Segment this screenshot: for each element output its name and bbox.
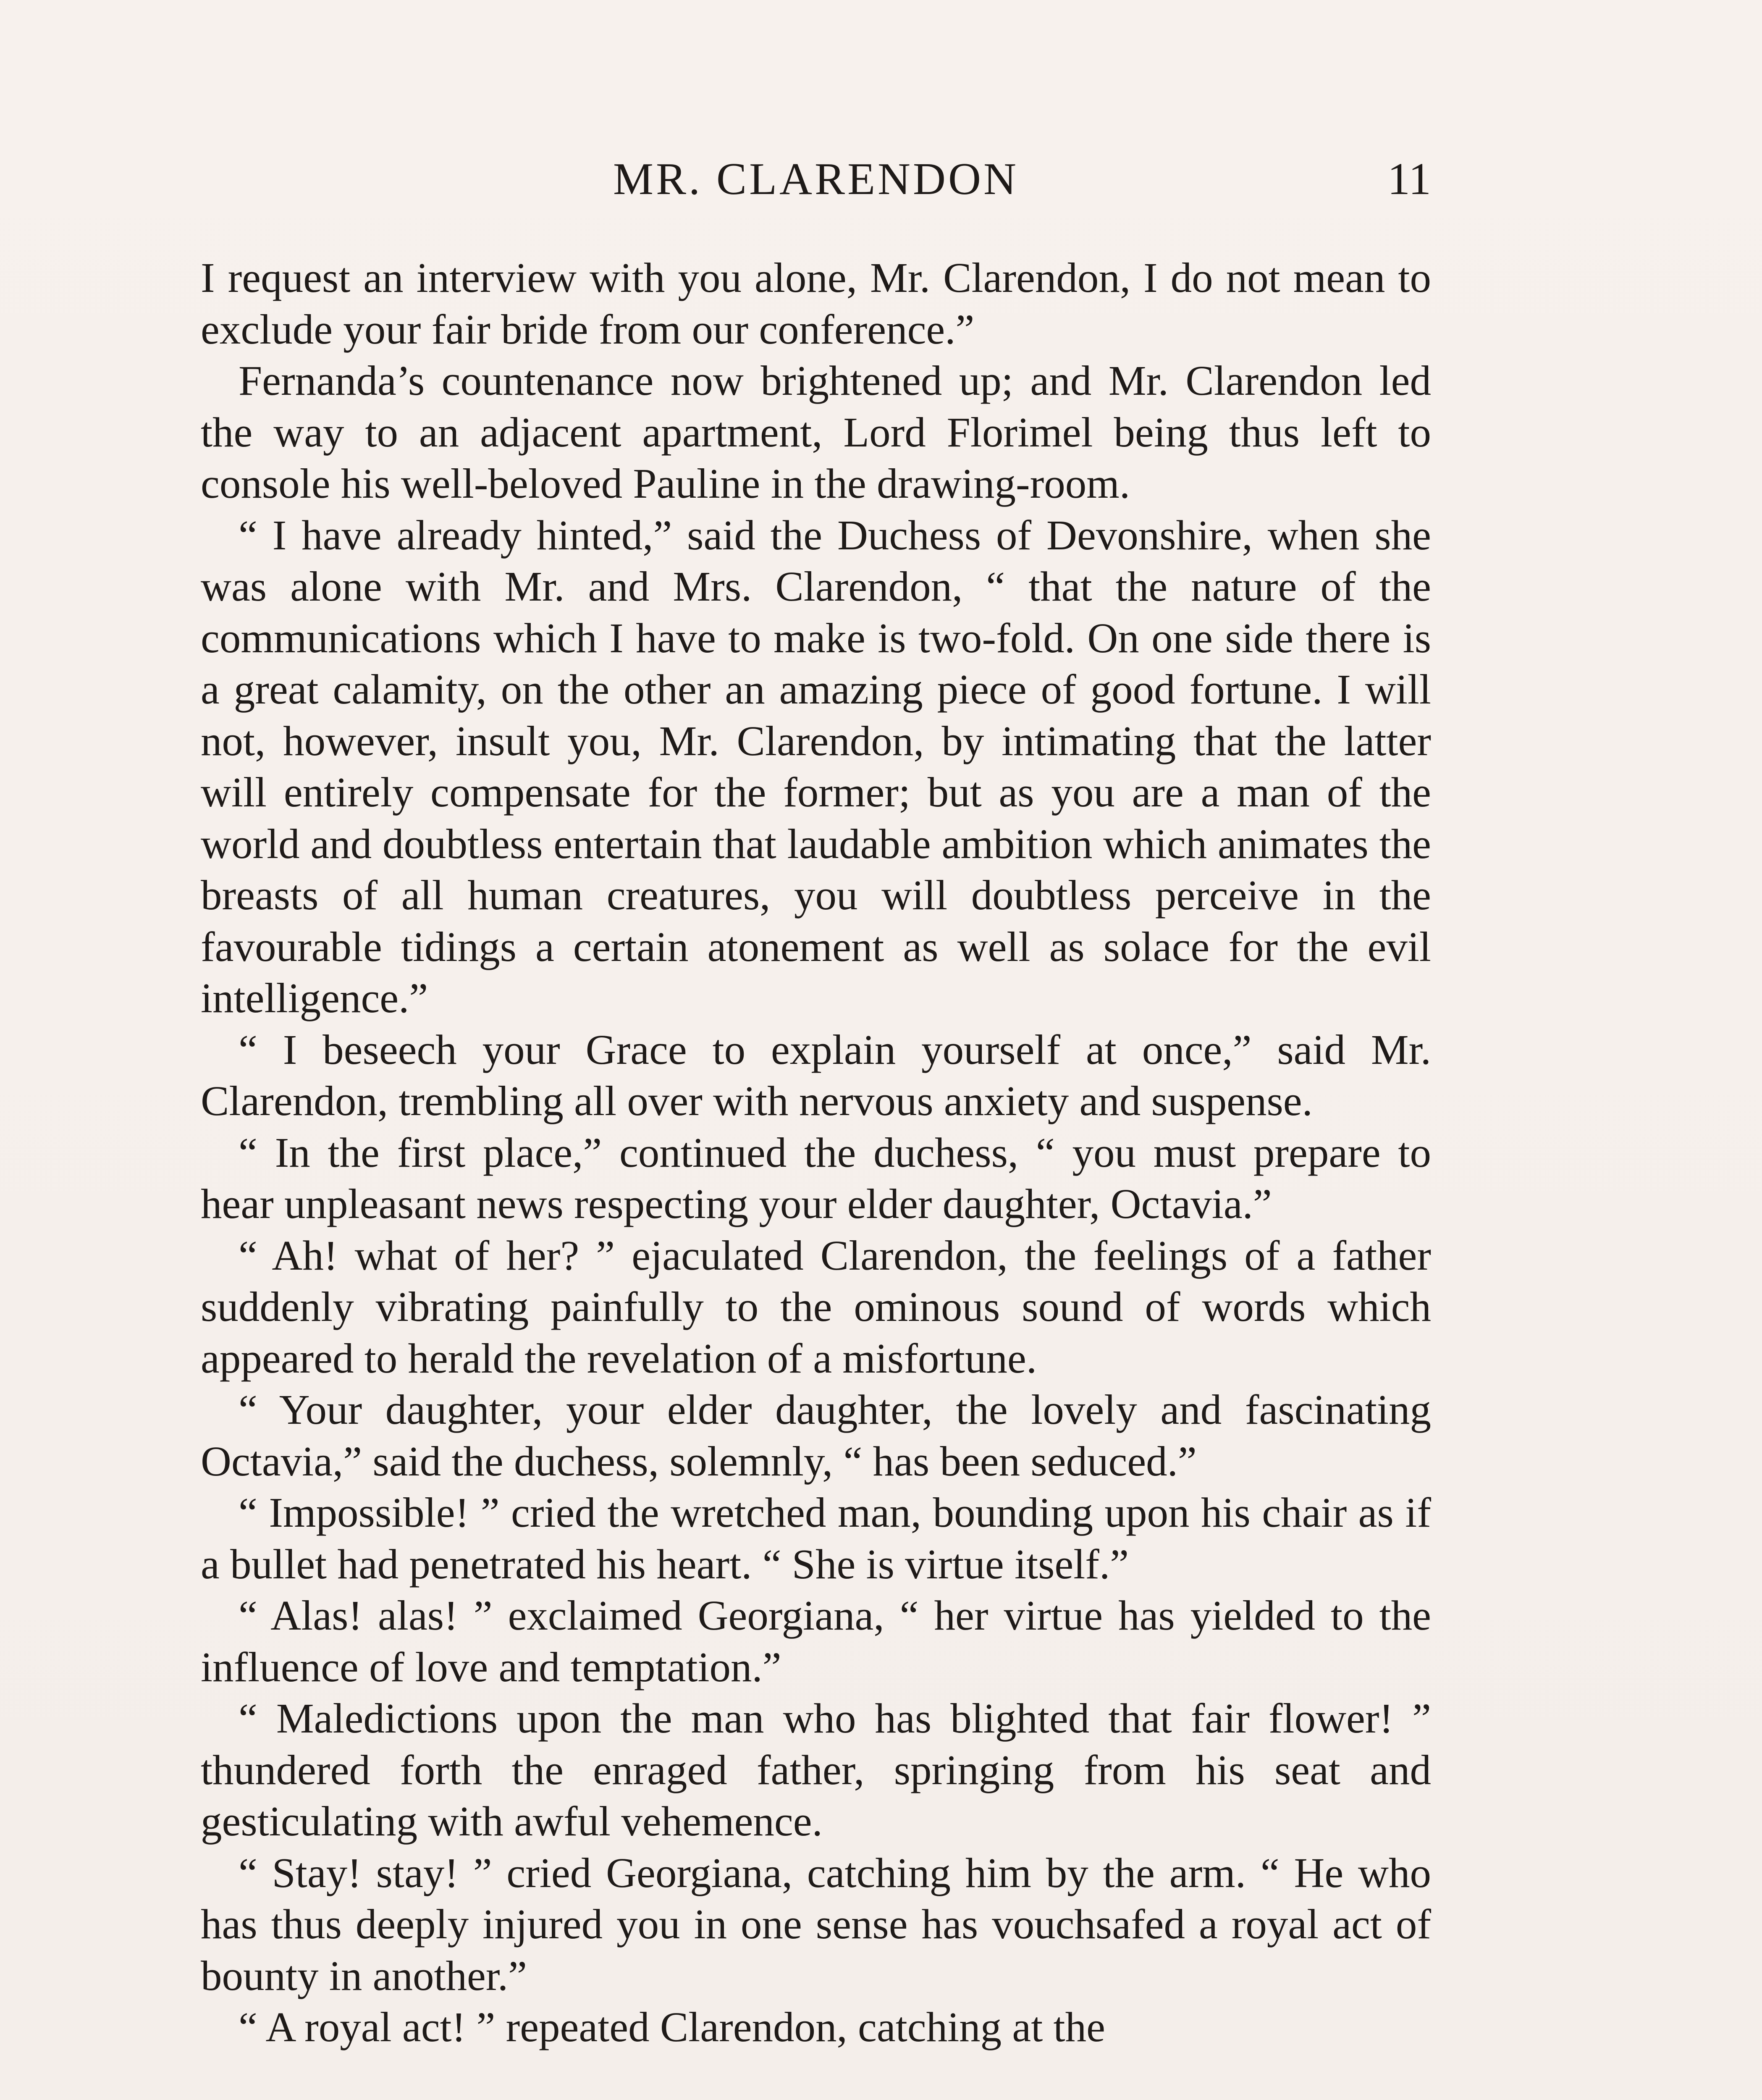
body-text: [201, 252, 1431, 2053]
running-head: MR. CLARENDON: [613, 154, 1019, 204]
paragraph: “ Your daughter, your elder daughter, the lovely and fascinating Octavia,” said the duchess, solemnly, “ has been seduced.”: [201, 1386, 1431, 1485]
paragraph: I request an interview with you alone, Mr. Clarendon, I do not mean to exclude your fair bride from our conference.”: [201, 254, 1431, 353]
page-header: [201, 148, 1431, 211]
paragraph: “ A royal act! ” repeated Clarendon, catching at the: [239, 2003, 1105, 2050]
paragraph: “ I have already hinted,” said the Duchess of Devonshire, when she was alone with Mr. and Mrs. Clarendon, “ that the nature of the communications which I have to make is two-fold. On one side there is a great calamity, on the other an amazing piece of good fortune. I will not, however, insult you, Mr. Clarendon, by intimating that the latter will entirely compensate for the former; but as you are a man of the world and doubtless entertain that laudable ambition which animates the breasts of all human creatures, you will doubtless perceive in the favourable tidings a certain atonement as well as solace for the evil intelligence.”: [201, 511, 1431, 1021]
page-number: 11: [1387, 154, 1431, 204]
paragraph: “ In the first place,” continued the duchess, “ you must prepare to hear unpleasant news respecting your elder daughter, Octavia.”: [201, 1129, 1431, 1227]
paragraph: “ Maledictions upon the man who has blighted that fair flower! ” thundered forth the enraged father, springing from his seat and gesticulating with awful vehemence.: [201, 1695, 1431, 1845]
paragraph: “ Stay! stay! ” cried Georgiana, catching him by the arm. “ He who has thus deeply injured you in one sense has vouchsafed a royal act of bounty in another.”: [201, 1849, 1431, 1999]
paragraph: Fernanda’s countenance now brightened up; and Mr. Clarendon led the way to an adjacent apartment, Lord Florimel being thus left to console his well-beloved Pauline in the drawing-room.: [201, 357, 1431, 507]
paragraph: “ Impossible! ” cried the wretched man, bounding upon his chair as if a bullet had penetrated his heart. “ She is virtue itself.”: [201, 1489, 1431, 1588]
paragraph: “ Alas! alas! ” exclaimed Georgiana, “ her virtue has yielded to the influence of love and temptation.”: [201, 1592, 1431, 1690]
paragraph: “ Ah! what of her? ” ejaculated Clarendon, the feelings of a father suddenly vibrating painfully to the ominous sound of words which appeared to herald the revelation of a misfortune.: [201, 1231, 1431, 1382]
paragraph: “ I beseech your Grace to explain yourself at once,” said Mr. Clarendon, trembling all over with nervous anxiety and suspense.: [201, 1026, 1431, 1124]
